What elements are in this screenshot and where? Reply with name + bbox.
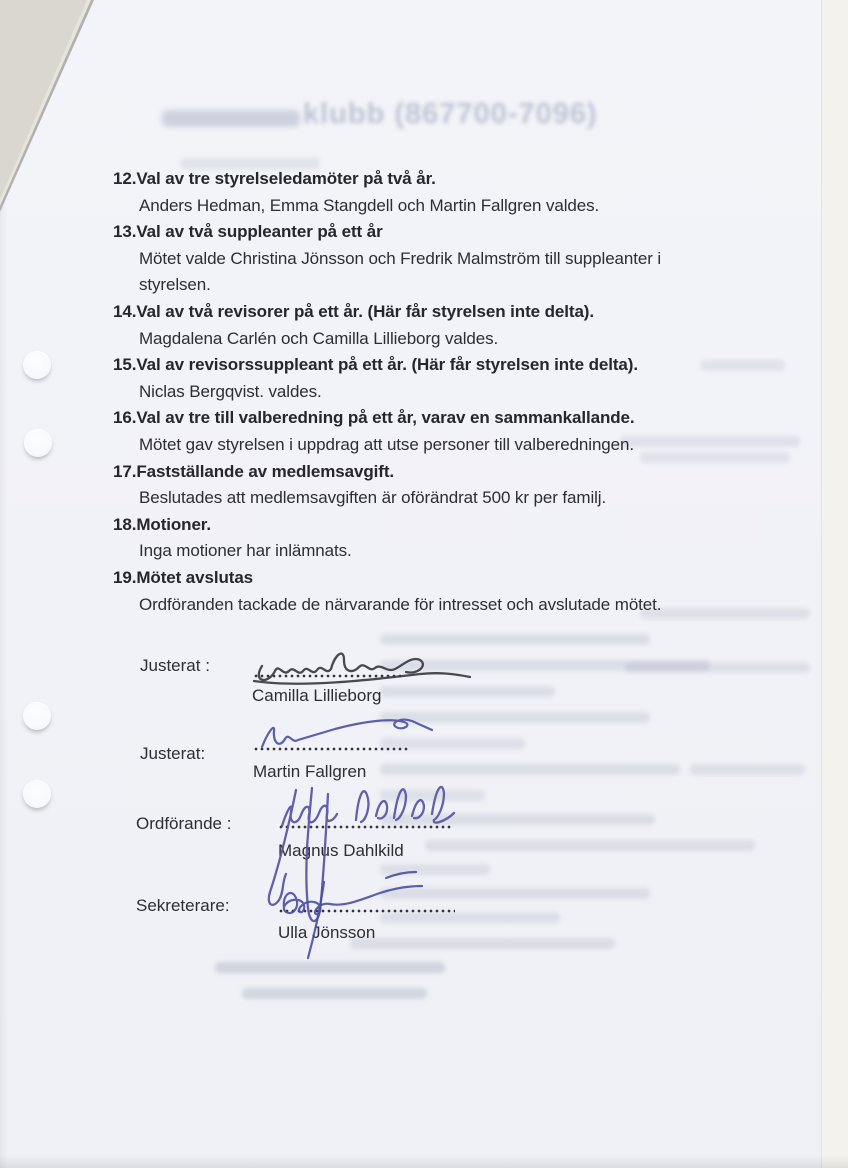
agenda-item-heading-text: Val av två revisorer på ett år. (Här får styrelsen inte delta). xyxy=(136,301,594,321)
agenda-item-body-line: Anders Hedman, Emma Stangdell och Martin Fallgren valdes. xyxy=(139,195,600,215)
signature-stroke-martin xyxy=(262,720,432,747)
agenda-item-heading-text: Val av tre styrelseledamöter på två år. xyxy=(136,169,436,188)
agenda-item-title xyxy=(113,405,773,432)
signature-name-2: Martin Fallgren xyxy=(253,762,367,781)
agenda-item-body-line: Ordföranden tackade de närvarande för intresset och avslutade mötet. xyxy=(139,594,662,614)
ghost-text-line xyxy=(690,764,805,775)
agenda-list xyxy=(113,166,773,618)
paper-left-shadow xyxy=(0,200,8,1168)
scanner-bottom-shadow xyxy=(0,1156,848,1168)
agenda-item-body-line: styrelsen. xyxy=(139,275,211,295)
signature-name-1: Camilla Lillieborg xyxy=(252,686,382,705)
agenda-item-title xyxy=(113,219,773,246)
agenda-item-title xyxy=(113,565,773,592)
signature-label-ordforande: Ordförande : xyxy=(136,814,232,833)
signature-name-3: Magnus Dahlkild xyxy=(278,841,404,860)
agenda-item-number: 15. xyxy=(113,355,137,375)
agenda-item-heading-text: Val av tre till valberedning på ett år, varav en sammankallande. xyxy=(136,408,635,428)
agenda-item-title xyxy=(113,299,773,326)
paper-right-edge xyxy=(821,0,848,1168)
punch-hole xyxy=(23,780,51,808)
agenda-item-body-line: Mötet gav styrelsen i uppdrag att utse personer till valberedningen. xyxy=(139,434,634,454)
agenda-item-body-line: Beslutades att medlemsavgiften är oförändrat 500 kr per familj. xyxy=(139,488,607,508)
agenda-item-heading-text: Fastställande av medlemsavgift. xyxy=(136,461,395,481)
signature-label-sekreterare: Sekreterare: xyxy=(136,896,230,915)
agenda-item-heading-text: Val av revisorssuppleant på ett år. (Här får styrelsen inte delta). xyxy=(136,355,638,375)
agenda-item-title xyxy=(113,512,773,539)
ghost-text-line xyxy=(242,988,427,999)
punch-hole xyxy=(24,429,52,457)
signature-stroke-camilla xyxy=(254,654,470,684)
agenda-item-title xyxy=(113,352,773,379)
agenda-item-number: 18. xyxy=(113,514,137,534)
agenda-item-number: 12. xyxy=(113,169,137,188)
ghost-text-smudge xyxy=(162,110,300,127)
signature-label-justerat-2: Justerat: xyxy=(140,744,206,763)
agenda-item-heading-text: Motioner. xyxy=(136,514,211,534)
agenda-item-body-line: Niclas Bergqvist. valdes. xyxy=(139,381,322,401)
agenda-item-body-line: Inga motioner har inlämnats. xyxy=(139,541,352,561)
corner-fold xyxy=(0,0,120,230)
signature-name-4: Ulla Jönsson xyxy=(278,923,376,942)
signature-label-justerat-1: Justerat : xyxy=(140,656,210,675)
agenda-item-number: 16. xyxy=(113,408,137,428)
agenda-item-number: 13. xyxy=(113,222,137,242)
agenda-item-number: 19. xyxy=(113,567,137,587)
signature-stroke-ulla xyxy=(284,872,422,958)
ghost-header-text: klubb (867700-7096) xyxy=(303,98,598,130)
punch-hole xyxy=(23,702,51,730)
agenda-item-body-line: Mötet valde Christina Jönsson och Fredrik Malmström till suppleanter i xyxy=(139,248,662,268)
agenda-item-heading-text: Mötet avslutas xyxy=(136,567,254,587)
agenda-item-title xyxy=(113,166,773,193)
agenda-item-title xyxy=(113,459,773,486)
agenda-item-number: 14. xyxy=(113,301,137,321)
handwritten-signatures xyxy=(240,630,490,970)
punch-hole xyxy=(23,351,51,379)
agenda-item-number: 17. xyxy=(113,461,137,481)
agenda-item-body-line: Magdalena Carlén och Camilla Lillieborg valdes. xyxy=(139,328,499,348)
ghost-text-line xyxy=(625,662,810,673)
agenda-item-heading-text: Val av två suppleanter på ett år xyxy=(136,222,383,242)
